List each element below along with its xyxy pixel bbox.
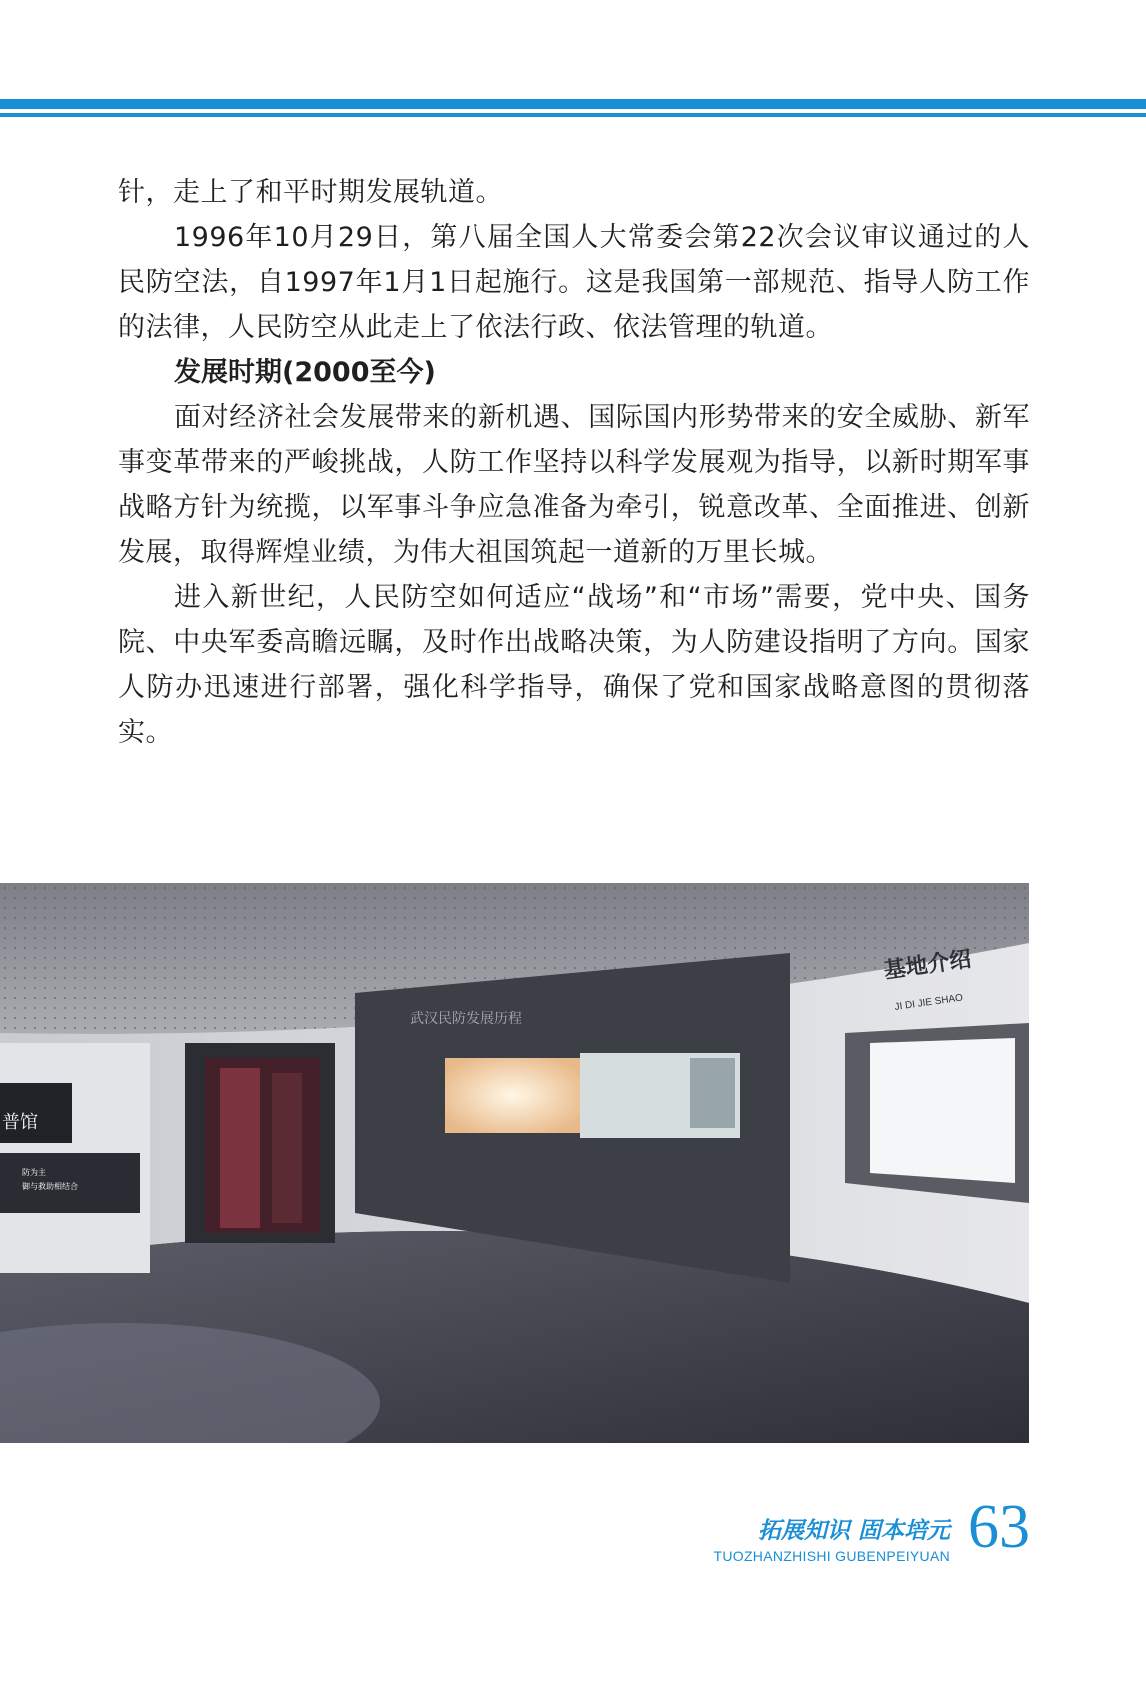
paragraph-continuation: 针，走上了和平时期发展轨道。 (118, 177, 503, 208)
exhibition-hall-illustration (0, 883, 1029, 1443)
right-sign-pinyin: JI DI JIE SHAO (893, 992, 964, 1013)
footer-title: 拓展知识 固本培元 (757, 1518, 950, 1544)
left-sign-text: 普馆 (2, 1112, 38, 1133)
paragraph-new-century: 进入新世纪，人民防空如何适应“战场”和“市场”需要，党中央、国务院、中央军委高瞻远瞩，及时作出战略决策，为人防建设指明了方向。国家人防办迅速进行部署，强化科学指导，确保了党和国家战略意图的贯彻落实。 (118, 582, 1030, 748)
page-number: 63 (968, 1493, 1030, 1561)
header-rule-thin (0, 113, 1146, 117)
exhibition-hall-photo (0, 883, 1029, 1443)
body-text (118, 170, 1030, 755)
left-sign-small-1: 防为主 (22, 1168, 46, 1177)
left-sign-small-2: 御与救助相结合 (22, 1182, 78, 1191)
page-footer (690, 1493, 1030, 1580)
footer-subtitle: TUOZHANZHISHI GUBENPEIYUAN (713, 1548, 950, 1564)
paragraph-civil-defense-law: 1996年10月29日，第八届全国人大常委会第22次会议审议通过的人民防空法，自1997年1月1日起施行。这是我国第一部规范、指导人防工作的法律，人民防空从此走上了依法行政、依法管理的轨道。 (118, 222, 1030, 343)
wall-title-text: 武汉民防发展历程 (410, 1011, 522, 1027)
section-heading: 发展时期(2000至今) (174, 357, 436, 388)
right-sign-text: 基地介绍 (882, 946, 973, 984)
paragraph-development-period: 面对经济社会发展带来的新机遇、国际国内形势带来的安全威胁、新军事变革带来的严峻挑战，人防工作坚持以科学发展观为指导，以新时期军事战略方针为统揽，以军事斗争应急准备为牵引，锐意改革、全面推进、创新发展，取得辉煌业绩，为伟大祖国筑起一道新的万里长城。 (118, 402, 1030, 568)
header-rule-thick (0, 99, 1146, 109)
